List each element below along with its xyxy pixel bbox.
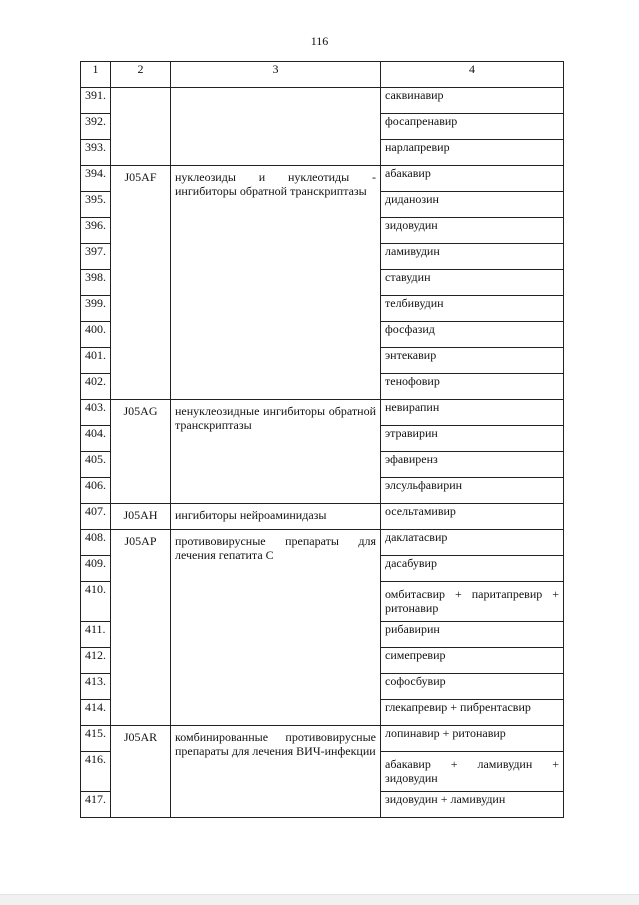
row-number: 411. [81, 622, 111, 648]
group-description: комбинированные противовирусные препараты для лечения ВИЧ-инфекции [171, 726, 381, 818]
row-number: 396. [81, 218, 111, 244]
row-number: 405. [81, 452, 111, 478]
drug-name: элсульфавирин [381, 478, 564, 504]
column-header: 4 [381, 62, 564, 88]
table-row [81, 530, 564, 556]
drug-name: зидовудин [381, 218, 564, 244]
row-number: 397. [81, 244, 111, 270]
drug-name: ставудин [381, 270, 564, 296]
drug-name: симепревир [381, 648, 564, 674]
row-number: 391. [81, 88, 111, 114]
row-number: 400. [81, 322, 111, 348]
row-number: 414. [81, 700, 111, 726]
drug-name: диданозин [381, 192, 564, 218]
drug-name: лопинавир + ритонавир [381, 726, 564, 752]
drug-name: энтекавир [381, 348, 564, 374]
page-number: 116 [310, 34, 329, 48]
drug-name: фосфазид [381, 322, 564, 348]
atc-code: J05AH [111, 504, 171, 530]
column-header: 2 [111, 62, 171, 88]
drug-name: дасабувир [381, 556, 564, 582]
group-description: нуклеозиды и нуклеотиды - ингибиторы обратной транскриптазы [171, 166, 381, 400]
row-number: 409. [81, 556, 111, 582]
drug-name: ламивудин [381, 244, 564, 270]
row-number: 393. [81, 140, 111, 166]
drug-name: фосапренавир [381, 114, 564, 140]
table-row [81, 400, 564, 426]
drug-name: телбивудин [381, 296, 564, 322]
row-number: 416. [81, 752, 111, 792]
row-number: 404. [81, 426, 111, 452]
row-number: 402. [81, 374, 111, 400]
row-number: 410. [81, 582, 111, 622]
table-row [81, 504, 564, 530]
drug-name: абакавир [381, 166, 564, 192]
drug-name: зидовудин + ламивудин [381, 792, 564, 818]
atc-code-cell [111, 88, 171, 166]
drug-name: рибавирин [381, 622, 564, 648]
row-number: 403. [81, 400, 111, 426]
column-header: 1 [81, 62, 111, 88]
atc-code: J05AP [111, 530, 171, 726]
row-number: 401. [81, 348, 111, 374]
drug-name: омбитасвир + паритапревир + ритонавир [381, 582, 564, 622]
table-row [81, 726, 564, 752]
row-number: 412. [81, 648, 111, 674]
viewer-footer-band [0, 894, 639, 905]
drug-name: невирапин [381, 400, 564, 426]
row-number: 417. [81, 792, 111, 818]
drug-name: тенофовир [381, 374, 564, 400]
drug-name: даклатасвир [381, 530, 564, 556]
table-header-row [81, 62, 564, 88]
atc-code: J05AF [111, 166, 171, 400]
group-description: ингибиторы нейроаминидазы [171, 504, 381, 530]
drug-name: глекапревир + пибрентасвир [381, 700, 564, 726]
row-number: 399. [81, 296, 111, 322]
drug-name: саквинавир [381, 88, 564, 114]
row-number: 392. [81, 114, 111, 140]
drug-name: эфавиренз [381, 452, 564, 478]
row-number: 413. [81, 674, 111, 700]
row-number: 395. [81, 192, 111, 218]
column-header: 3 [171, 62, 381, 88]
row-number: 398. [81, 270, 111, 296]
group-description: противовирусные препараты для лечения гепатита С [171, 530, 381, 726]
table-row [81, 166, 564, 192]
drug-name: этравирин [381, 426, 564, 452]
row-number: 408. [81, 530, 111, 556]
atc-code: J05AR [111, 726, 171, 818]
group-description-cell [171, 88, 381, 166]
row-number: 415. [81, 726, 111, 752]
group-description: ненуклеозидные ингибиторы обратной транскриптазы [171, 400, 381, 504]
atc-code: J05AG [111, 400, 171, 504]
row-number: 407. [81, 504, 111, 530]
row-number: 394. [81, 166, 111, 192]
row-number: 406. [81, 478, 111, 504]
drug-name: софосбувир [381, 674, 564, 700]
table-row [81, 88, 564, 114]
drug-classification-table [80, 61, 564, 818]
drug-name: осельтамивир [381, 504, 564, 530]
drug-name: абакавир + ламивудин + зидовудин [381, 752, 564, 792]
drug-name: нарлапревир [381, 140, 564, 166]
